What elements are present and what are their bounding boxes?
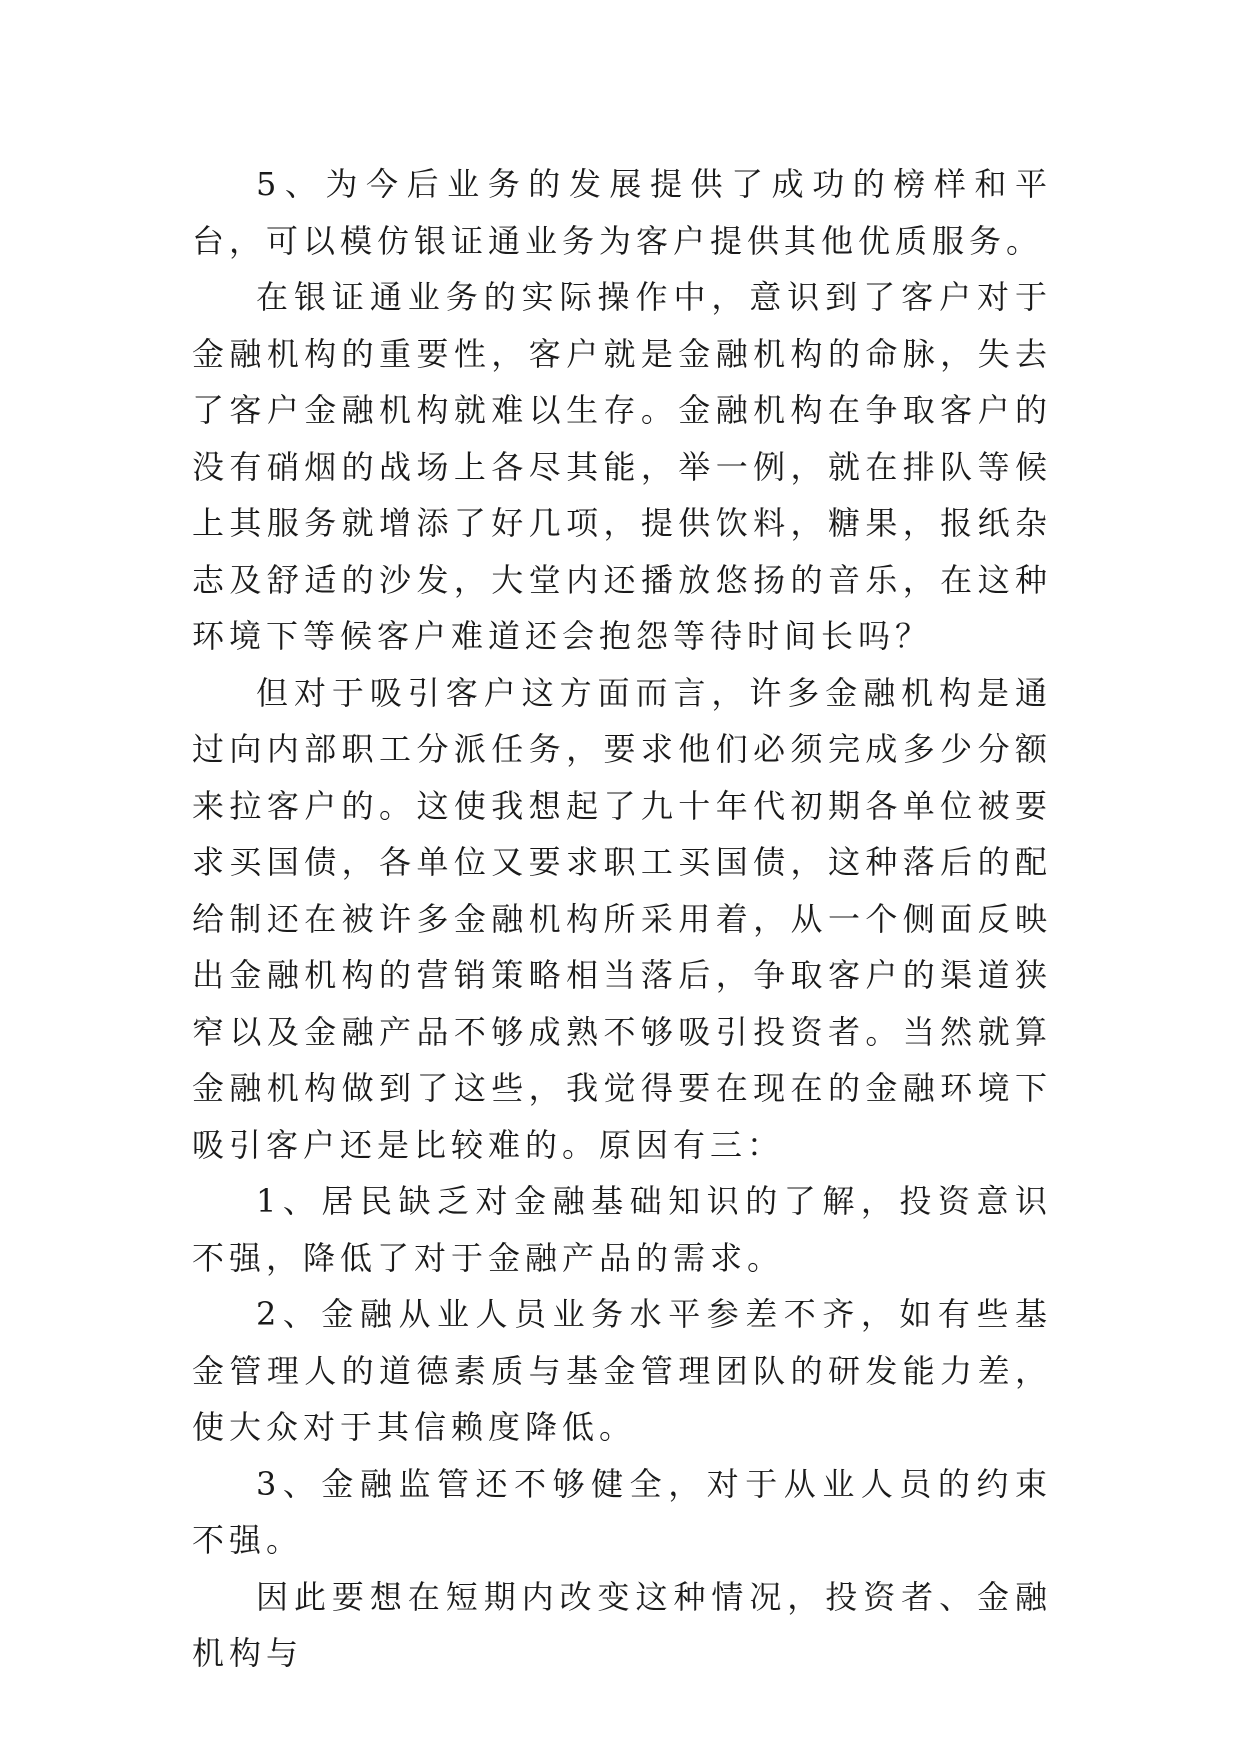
paragraph-attracting-customers: 但对于吸引客户这方面而言，许多金融机构是通过向内部职工分派任务，要求他们必须完成多少分额来拉客户的。这使我想起了九十年代初期各单位被要求买国债，各单位又要求职工买国债，这种落后的配给制还在被许多金融机构所采用着，从一个侧面反映出金融机构的营销策略相当落后，争取客户的渠道狭窄以及金融产品不够成熟不够吸引投资者。当然就算金融机构做到了这些，我觉得要在现在的金融环境下吸引客户还是比较难的。原因有三：	[192, 673, 1052, 1164]
paragraph-conclusion: 因此要想在短期内改变这种情况，投资者、金融机构与	[192, 1577, 1052, 1672]
document-body	[192, 156, 1052, 1682]
paragraph-item-5: 5、为今后业务的发展提供了成功的榜样和平台，可以模仿银证通业务为客户提供其他优质服务。	[192, 165, 1052, 260]
paragraph-customer-importance: 在银证通业务的实际操作中，意识到了客户对于金融机构的重要性，客户就是金融机构的命脉，失去了客户金融机构就难以生存。金融机构在争取客户的没有硝烟的战场上各尽其能，举一例，就在排队等候上其服务就增添了好几项，提供饮料，糖果，报纸杂志及舒适的沙发，大堂内还播放悠扬的音乐，在这种环境下等候客户难道还会抱怨等待时间长吗？	[192, 278, 1052, 655]
paragraph-reason-3: 3、金融监管还不够健全，对于从业人员的约束不强。	[192, 1464, 1052, 1559]
paragraph-reason-1: 1、居民缺乏对金融基础知识的了解，投资意识不强，降低了对于金融产品的需求。	[192, 1182, 1052, 1277]
paragraph-reason-2: 2、金融从业人员业务水平参差不齐，如有些基金管理人的道德素质与基金管理团队的研发能力差，使大众对于其信赖度降低。	[192, 1295, 1052, 1446]
